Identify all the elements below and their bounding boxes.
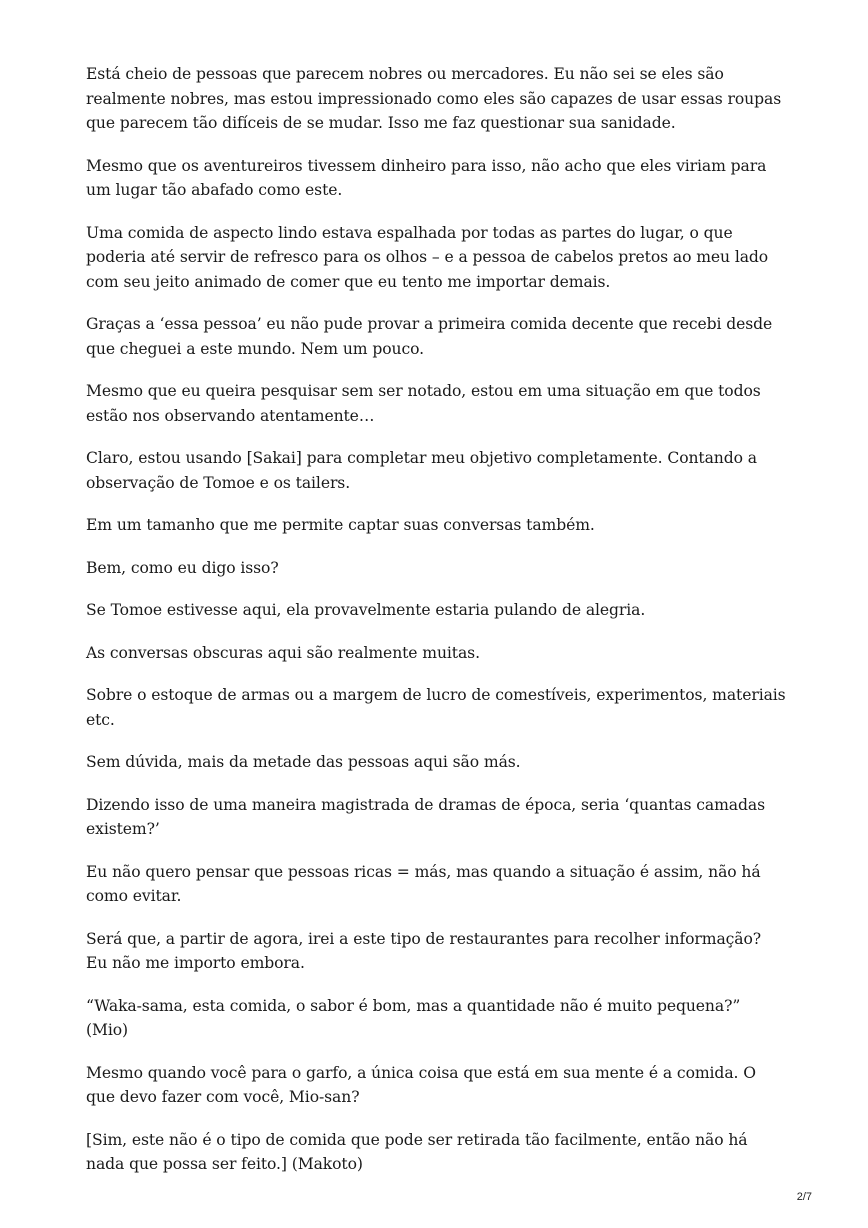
paragraph: Bem, como eu digo isso? — [86, 558, 279, 577]
paragraph: Dizendo isso de uma maneira magistrada de dramas de época, seria ‘quantas camadas existem?’ — [86, 795, 765, 838]
paragraph: [Sim, este não é o tipo de comida que pode ser retirada tão facilmente, então não há nada que possa ser feito.] (Makoto) — [86, 1130, 748, 1173]
paragraph: Uma comida de aspecto lindo estava espalhada por todas as partes do lugar, o que poderia até servir de refresco para os olhos – e a pessoa de cabelos pretos ao meu lado com seu jeito animado de comer que eu tento me importar demais. — [86, 223, 769, 291]
paragraph: Eu não quero pensar que pessoas ricas = más, mas quando a situação é assim, não há como evitar. — [86, 862, 761, 905]
paragraph: Mesmo que os aventureiros tivessem dinheiro para isso, não acho que eles viriam para um lugar tão abafado como este. — [86, 156, 767, 199]
paragraph: Graças a ‘essa pessoa’ eu não pude provar a primeira comida decente que recebi desde que cheguei a este mundo. Nem um pouco. — [86, 315, 773, 358]
paragraph: Claro, estou usando [Sakai] para completar meu objetivo completamente. Contando a observação de Tomoe e os tailers. — [86, 449, 757, 492]
paragraph: Será que, a partir de agora, irei a este tipo de restaurantes para recolher informação? Eu não me importo embora. — [86, 929, 762, 972]
paragraph: Sobre o estoque de armas ou a margem de lucro de comestíveis, experimentos, materiais etc. — [86, 686, 786, 729]
paragraph: Mesmo quando você para o garfo, a única coisa que está em sua mente é a comida. O que devo fazer com você, Mio-san? — [86, 1063, 756, 1106]
paragraph: Se Tomoe estivesse aqui, ela provavelmente estaria pulando de alegria. — [86, 601, 646, 619]
paragraph: Mesmo que eu queira pesquisar sem ser notado, estou em uma situação em que todos estão nos observando atentamente… — [86, 382, 761, 425]
document-body — [86, 62, 786, 1195]
paragraph: Em um tamanho que me permite captar suas conversas também. — [86, 516, 595, 534]
page-number: 2/7 — [796, 1191, 812, 1203]
paragraph: Sem dúvida, mais da metade das pessoas aqui são más. — [86, 753, 521, 771]
paragraph: “Waka-sama, esta comida, o sabor é bom, mas a quantidade não é muito pequena?” (Mio) — [86, 996, 741, 1039]
paragraph: Está cheio de pessoas que parecem nobres ou mercadores. Eu não sei se eles são realmente nobres, mas estou impressionado como eles são capazes de usar essas roupas que parecem tão difíceis de se mudar. Isso me faz questionar sua sanidade. — [86, 65, 782, 132]
paragraph: As conversas obscuras aqui são realmente muitas. — [86, 643, 480, 662]
